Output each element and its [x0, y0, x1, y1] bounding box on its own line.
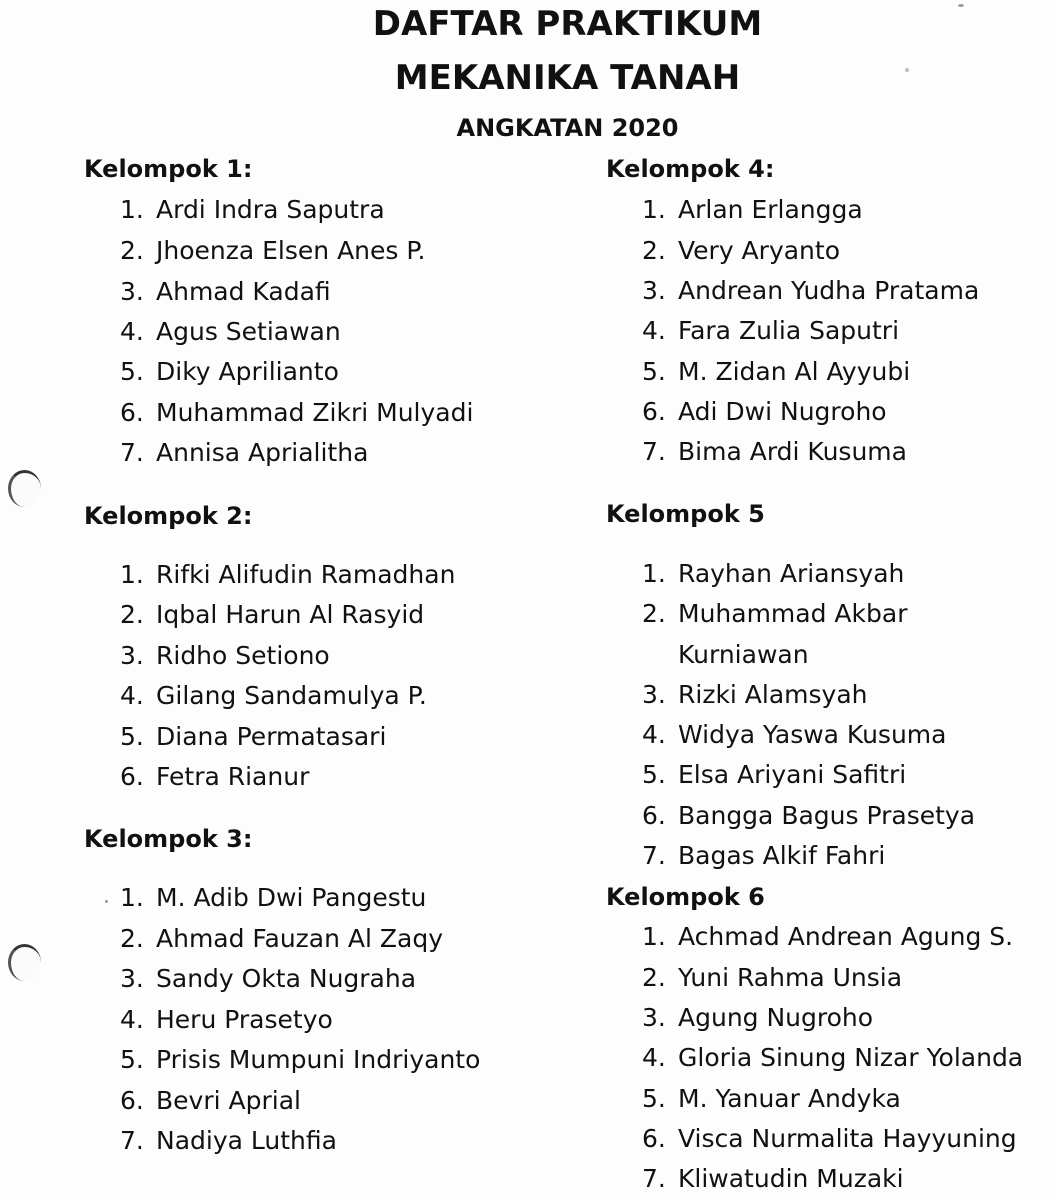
member-name: Iqbal Harun Al Rasyid [156, 600, 425, 629]
member-name: Rifki Alifudin Ramadhan [156, 560, 456, 589]
list-item [120, 641, 330, 670]
list-item [642, 236, 840, 265]
item-number: 2. [120, 236, 144, 265]
list-item [120, 883, 426, 912]
title-line-1: DAFTAR PRAKTIKUM [372, 4, 763, 44]
item-number: 1. [120, 560, 144, 589]
member-name: M. Yanuar Andyka [678, 1084, 901, 1113]
member-name: Fetra Rianur [156, 762, 310, 791]
item-number: 5. [642, 357, 666, 386]
item-number: 6. [120, 1086, 144, 1115]
member-name: Andrean Yudha Pratama [678, 276, 980, 305]
list-item [120, 924, 443, 953]
list-item [642, 1164, 904, 1193]
member-name: Agung Nugroho [678, 1003, 874, 1032]
item-number: 4. [120, 681, 144, 710]
item-number: 3. [120, 964, 144, 993]
list-item [642, 276, 979, 305]
list-item [120, 195, 385, 224]
group-3-heading: Kelompok 3: [84, 825, 253, 853]
item-number: 4. [642, 720, 666, 749]
member-name: Prisis Mumpuni Indriyanto [156, 1045, 481, 1074]
member-name: Sandy Okta Nugraha [156, 964, 417, 993]
member-name: Gilang Sandamulya P. [156, 681, 427, 710]
list-item [642, 437, 907, 466]
member-name: Diana Permatasari [156, 722, 387, 751]
member-name: Rizki Alamsyah [678, 680, 868, 709]
item-number: 2. [120, 924, 144, 953]
scan-speck [905, 68, 909, 72]
item-number: 1. [120, 883, 144, 912]
list-item [642, 195, 863, 224]
member-name: Very Aryanto [678, 236, 840, 265]
list-item [642, 720, 946, 749]
item-number: 1. [642, 922, 666, 951]
list-item [642, 1043, 1023, 1072]
list-item [642, 963, 902, 992]
member-name: Muhammad Zikri Mulyadi [156, 398, 474, 427]
member-name: Agus Setiawan [156, 317, 341, 346]
list-item [120, 357, 339, 386]
group-5-heading: Kelompok 5 [606, 500, 765, 528]
scan-speck [958, 4, 964, 7]
item-number: 4. [120, 1005, 144, 1034]
item-number: 5. [120, 1045, 144, 1074]
member-name: Annisa Aprialitha [156, 438, 369, 467]
list-item [120, 398, 473, 427]
item-number: 5. [120, 357, 144, 386]
item-number: 7. [642, 437, 666, 466]
item-number: 7. [642, 841, 666, 870]
list-item [642, 1003, 873, 1032]
member-name: Elsa Ariyani Safitri [678, 760, 907, 789]
item-number: 1. [642, 195, 666, 224]
item-number: 7. [642, 1164, 666, 1193]
item-number: 5. [642, 1084, 666, 1113]
list-item [120, 762, 309, 791]
member-name: Ardi Indra Saputra [156, 195, 385, 224]
member-name: Kliwatudin Muzaki [678, 1164, 904, 1193]
list-item [120, 1045, 480, 1074]
member-name: Visca Nurmalita Hayyuning [678, 1124, 1017, 1153]
list-item [642, 801, 975, 830]
list-item [120, 681, 427, 710]
title-line-3: ANGKATAN 2020 [456, 114, 679, 142]
list-item [642, 760, 906, 789]
member-name: M. Zidan Al Ayyubi [678, 357, 911, 386]
list-item [120, 1126, 337, 1155]
list-item [642, 397, 887, 426]
list-item [120, 964, 416, 993]
title-line-2: MEKANIKA TANAH [394, 58, 741, 98]
member-name: Jhoenza Elsen Anes P. [156, 236, 426, 265]
member-name: Gloria Sinung Nizar Yolanda [678, 1043, 1024, 1072]
list-item [120, 438, 368, 467]
list-item [120, 277, 331, 306]
item-number: 2. [642, 963, 666, 992]
group-1-heading: Kelompok 1: [84, 155, 253, 183]
member-name: Adi Dwi Nugroho [678, 397, 887, 426]
list-item [642, 599, 907, 628]
list-item [120, 560, 455, 589]
list-item [120, 600, 424, 629]
member-name: Arlan Erlangga [678, 195, 863, 224]
member-name: Ridho Setiono [156, 641, 330, 670]
item-number: 4. [642, 1043, 666, 1072]
member-name-continuation: Kurniawan [678, 640, 809, 669]
punch-hole [8, 944, 41, 981]
list-item [642, 1124, 1017, 1153]
list-item [642, 841, 885, 870]
member-name: Fara Zulia Saputri [678, 316, 900, 345]
member-name: Achmad Andrean Agung S. [678, 922, 1014, 951]
item-number: 1. [120, 195, 144, 224]
item-number: 6. [642, 397, 666, 426]
member-name: Bevri Aprial [156, 1086, 301, 1115]
item-number: 6. [120, 398, 144, 427]
member-name: Bagas Alkif Fahri [678, 841, 886, 870]
member-name: Muhammad Akbar [678, 599, 908, 628]
item-number: 4. [120, 317, 144, 346]
item-number: 3. [642, 276, 666, 305]
member-name: Bima Ardi Kusuma [678, 437, 907, 466]
member-name: Heru Prasetyo [156, 1005, 333, 1034]
member-name: Ahmad Fauzan Al Zaqy [156, 924, 444, 953]
item-number: 6. [642, 1124, 666, 1153]
item-number: 2. [642, 599, 666, 628]
member-name: Rayhan Ariansyah [678, 559, 905, 588]
item-number: 3. [642, 1003, 666, 1032]
list-item [642, 316, 899, 345]
list-item [120, 722, 386, 751]
item-number: 2. [642, 236, 666, 265]
member-name: Ahmad Kadafi [156, 277, 331, 306]
item-number: 3. [642, 680, 666, 709]
list-item [642, 1084, 901, 1113]
group-2-heading: Kelompok 2: [84, 502, 253, 530]
item-number: 6. [120, 762, 144, 791]
member-name: Bangga Bagus Prasetya [678, 801, 976, 830]
item-number: 7. [120, 438, 144, 467]
group-6-heading: Kelompok 6 [606, 883, 765, 911]
item-number: 7. [120, 1126, 144, 1155]
item-number: 5. [120, 722, 144, 751]
scan-speck [105, 900, 108, 903]
member-name: Diky Aprilianto [156, 357, 339, 386]
item-number: 4. [642, 316, 666, 345]
list-item [642, 357, 910, 386]
item-number: 1. [642, 559, 666, 588]
list-item [642, 559, 904, 588]
member-name: Yuni Rahma Unsia [678, 963, 903, 992]
item-number: 2. [120, 600, 144, 629]
item-number: 3. [120, 277, 144, 306]
member-name: Nadiya Luthfia [156, 1126, 337, 1155]
punch-hole [8, 470, 41, 507]
list-item [120, 236, 426, 265]
list-item [642, 680, 868, 709]
list-item [120, 317, 341, 346]
member-name: Widya Yaswa Kusuma [678, 720, 947, 749]
item-number: 3. [120, 641, 144, 670]
group-4-heading: Kelompok 4: [606, 155, 775, 183]
list-item [120, 1005, 333, 1034]
item-number: 5. [642, 760, 666, 789]
member-name: M. Adib Dwi Pangestu [156, 883, 427, 912]
item-number: 6. [642, 801, 666, 830]
list-item [120, 1086, 301, 1115]
list-item [642, 922, 1013, 951]
